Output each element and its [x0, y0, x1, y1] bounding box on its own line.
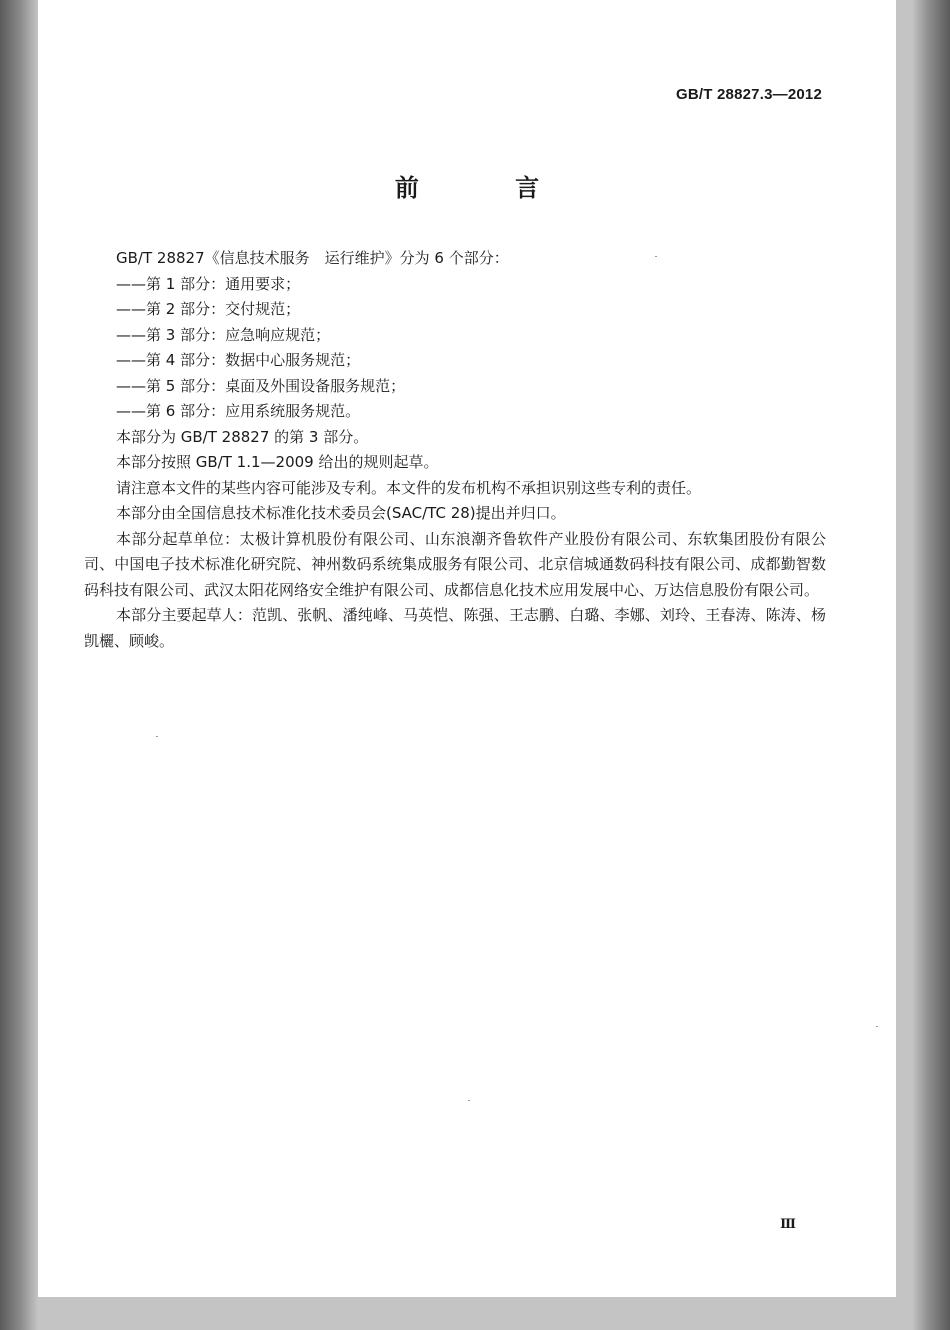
part-list-item-4: ——第 4 部分：数据中心服务规范； — [116, 351, 361, 369]
part-list-item-3: ——第 3 部分：应急响应规范； — [116, 325, 331, 344]
part-list-item-1: ——第 1 部分：通用要求； — [116, 274, 301, 293]
drafting-rule-paragraph: 本部分按照 GB/T 1.1—2009 给出的规则起草。 — [116, 453, 439, 471]
drafting-units-paragraph: 本部分起草单位：太极计算机股份有限公司、山东浪潮齐鲁软件产业股份有限公司、东软集团股份有限公司、中国电子技术标准化研究院、神州数码系统集成服务有限公司、北京信城通数码科技有限公司、成都勤智数码科技有限公司、武汉太阳花网络安全维护有限公司、成都信息化技术应用发展中心、万达信息股份有限公司。 — [84, 529, 826, 599]
part-list-item-2: ——第 2 部分：交付规范； — [116, 300, 301, 318]
part-list-item-6: ——第 6 部分：应用系统服务规范。 — [116, 402, 361, 420]
scan-speck — [156, 736, 158, 737]
scan-speck — [468, 1100, 470, 1101]
standard-code: GB/T 28827.3—2012 — [676, 86, 822, 103]
document-body — [84, 246, 826, 654]
proposal-paragraph: 本部分由全国信息技术标准化技术委员会(SAC/TC 28)提出并归口。 — [116, 504, 566, 522]
intro-paragraph: GB/T 28827《信息技术服务 运行维护》分为 6 个部分： — [116, 249, 509, 267]
scan-speck — [876, 1026, 878, 1027]
page-title: 前 言 — [394, 174, 584, 202]
part-statement-paragraph: 本部分为 GB/T 28827 的第 3 部分。 — [116, 427, 369, 446]
part-list-item-5: ——第 5 部分：桌面及外围设备服务规范； — [116, 376, 406, 395]
patent-notice-paragraph: 请注意本文件的某些内容可能涉及专利。本文件的发布机构不承担识别这些专利的责任。 — [116, 478, 702, 497]
scan-speck — [655, 256, 657, 257]
page-number: Ⅲ — [780, 1216, 796, 1231]
document-page — [38, 0, 896, 1297]
drafters-paragraph: 本部分主要起草人：范凯、张帆、潘纯峰、马英恺、陈强、王志鹏、白璐、李娜、刘玲、王春涛、陈涛、杨凯欐、顾峻。 — [84, 606, 826, 650]
